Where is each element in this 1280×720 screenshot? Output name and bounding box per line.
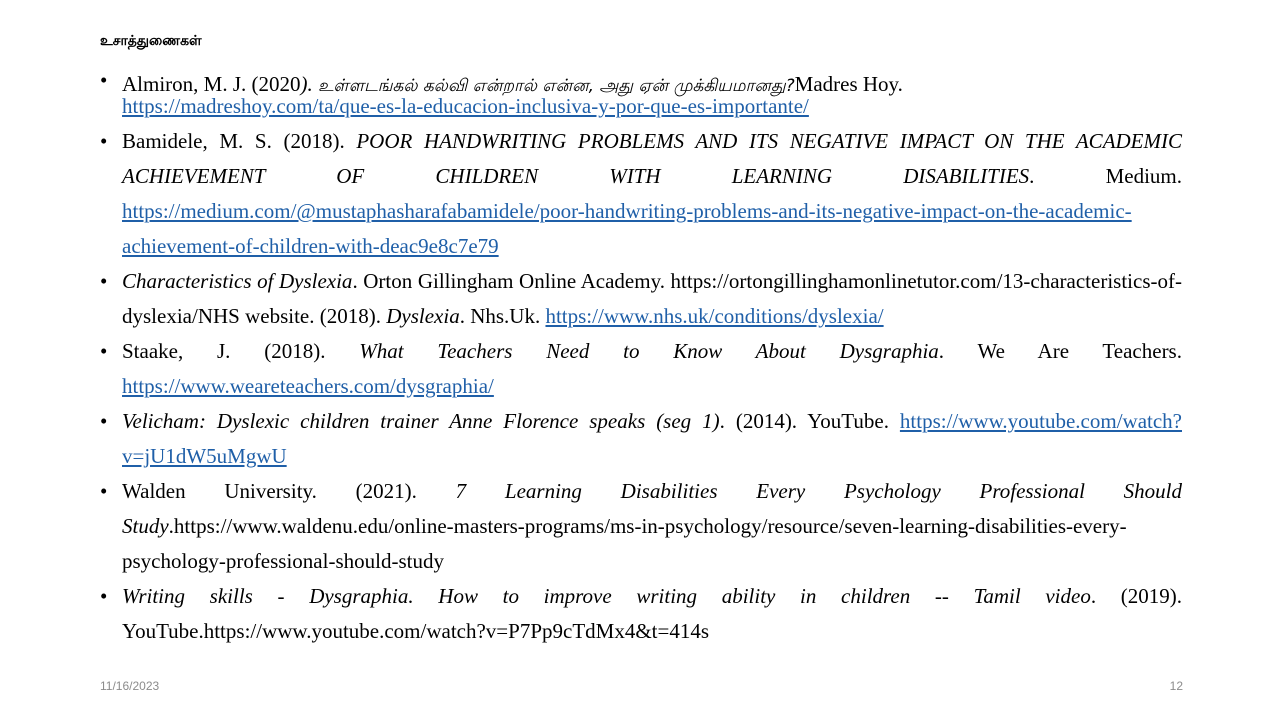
reference-item-dyslexia (100, 264, 1182, 334)
reference-item-almiron (100, 70, 1182, 124)
ref-title: Velicham: Dyslexic children trainer Anne Florence speaks (seg 1) (122, 409, 720, 433)
ref-title: Writing skills - Dysgraphia. How to improve writing ability in children -- Tamil video (122, 584, 1091, 608)
ref-text: ). (300, 72, 318, 96)
ref-title: 7 Learning Disabilities Every Psychology Professional Should Study (122, 479, 1182, 538)
ref-source: . (2019). YouTube.https://www.youtube.com/watch?v=P7Pp9cTdMx4&t=414s (122, 584, 1182, 643)
reference-item-velicham (100, 404, 1182, 474)
footer-date: 11/16/2023 (100, 679, 160, 693)
ref-text: Walden University. (2021). (122, 479, 456, 503)
ref-title: What Teachers Need to Know About Dysgraphia (359, 339, 939, 363)
ref-title: POOR HANDWRITING PROBLEMS AND ITS NEGATIVE IMPACT ON THE ACADEMIC ACHIEVEMENT OF CHILDREN WITH LEARNING DISABILITIES (122, 129, 1183, 188)
ref-title-tamil: உள்ளடங்கல் கல்வி என்றால் என்ன, அது ஏன் முக்கியமானது? (318, 76, 795, 96)
reference-item-walden (100, 474, 1182, 579)
ref-source: . Medium. (1029, 164, 1182, 188)
ref-link[interactable]: https://medium.com/@mustaphasharafabamidele/poor-handwriting-problems-and-its-negative-impact-on-the-academic-achievement-of-children-with-deac9e8c7e79 (122, 199, 1132, 258)
ref-source: . We Are Teachers. (938, 339, 1182, 363)
ref-source: Madres Hoy. (794, 72, 903, 96)
ref-text: . Orton Gillingham Online Academy. https://ortongillinghamonlinetutor.com/13-characteristics-of-dyslexia/NHS website. (2018). (122, 269, 1182, 328)
reference-item-staake (100, 334, 1182, 404)
ref-link[interactable]: https://www.nhs.uk/conditions/dyslexia/ (545, 304, 884, 328)
ref-text: Staake, J. (2018). (122, 339, 360, 363)
reference-list (100, 70, 1182, 649)
ref-text: Almiron, M. J. (2020 (122, 72, 301, 96)
ref-link[interactable]: https://www.youtube.com/watch?v=jU1dW5uMgwU (122, 409, 1182, 468)
slide-title: உசாத்துணைகள் (100, 33, 202, 49)
ref-source: . (2014). YouTube. (719, 409, 900, 433)
ref-title: Characteristics of Dyslexia (122, 269, 353, 293)
ref-link[interactable]: https://madreshoy.com/ta/que-es-la-educacion-inclusiva-y-por-que-es-importante/ (122, 94, 809, 118)
slide-number: 12 (1169, 679, 1183, 693)
reference-item-bamidele (100, 124, 1182, 264)
ref-text: Bamidele, M. S. (2018). (122, 129, 357, 153)
reference-item-writing-skills (100, 579, 1182, 649)
ref-source: .https://www.waldenu.edu/online-masters-programs/ms-in-psychology/resource/seven-learning-disabilities-every-psychology-professional-should-study (122, 514, 1127, 573)
ref-title: Dyslexia (386, 304, 460, 328)
ref-link[interactable]: https://www.weareteachers.com/dysgraphia/ (122, 374, 494, 398)
ref-source: . Nhs.Uk. (459, 304, 546, 328)
